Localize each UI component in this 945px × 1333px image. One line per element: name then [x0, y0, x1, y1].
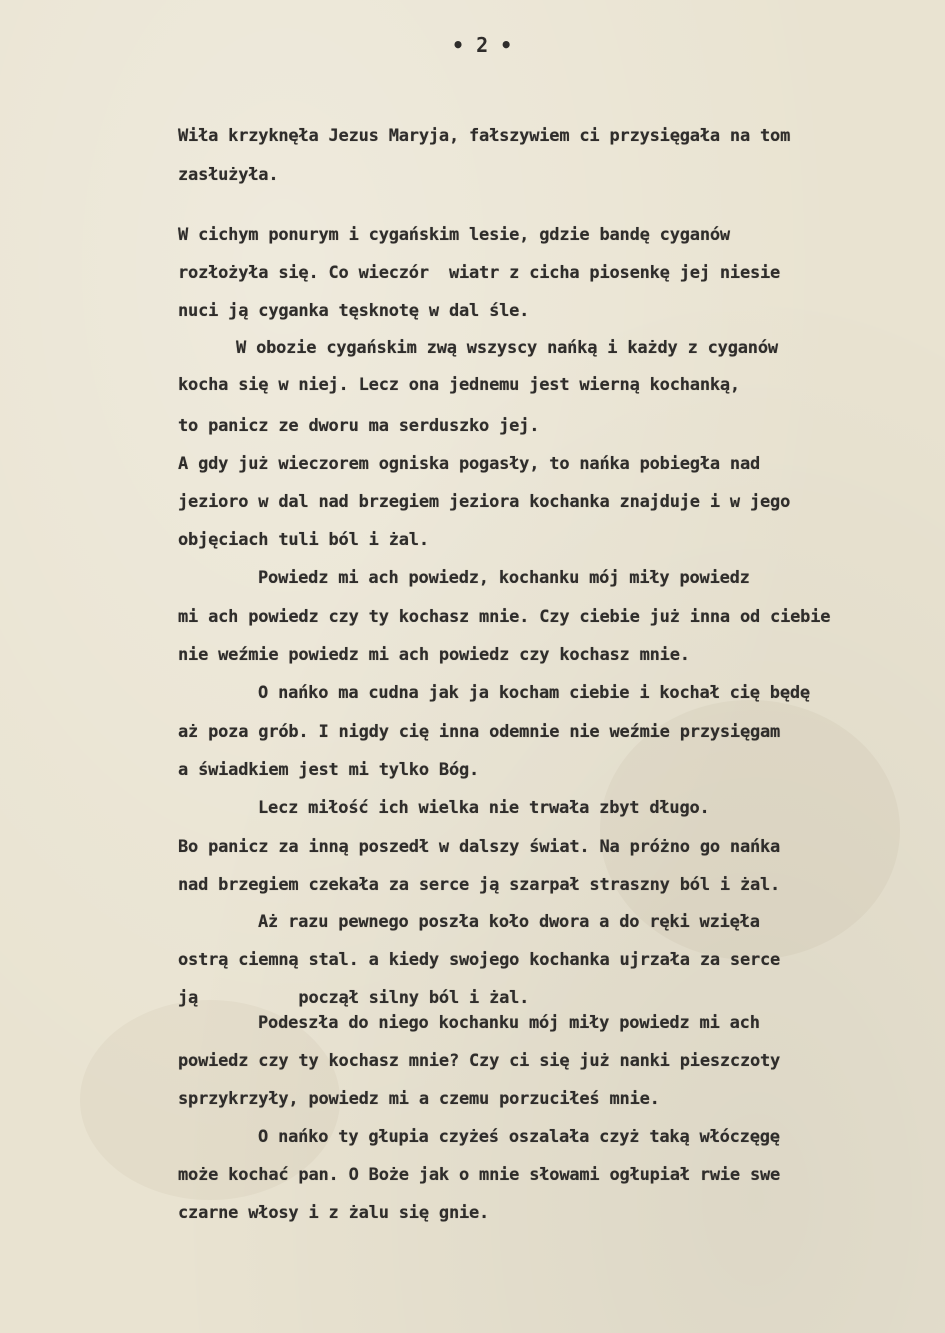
page-number: • 2 •	[452, 33, 513, 57]
text-line: Podeszła do niego kochanku mój miły powiedz mi ach	[258, 1013, 760, 1033]
text-line: A gdy już wieczorem ogniska pogasły, to nańka pobiegła nad	[178, 454, 761, 474]
text-line: W cichym ponurym i cygańskim lesie, gdzie bandę cyganów	[178, 225, 730, 245]
text-line: sprzykrzyły, powiedz mi a czemu porzuciłeś mnie.	[178, 1089, 660, 1109]
text-line: O nańko ty głupia czyżeś oszalała czyż taką włóczęgę	[258, 1127, 780, 1147]
text-line: czarne włosy i z żalu się gnie.	[178, 1203, 490, 1223]
text-line: O nańko ma cudna jak ja kocham ciebie i kochał cię będę	[258, 683, 810, 703]
text-line: nie weźmie powiedz mi ach powiedz czy kochasz mnie.	[178, 645, 690, 665]
text-line: mi ach powiedz czy ty kochasz mnie. Czy ciebie już inna od ciebie	[178, 607, 831, 627]
text-line: Lecz miłość ich wielka nie trwała zbyt długo.	[258, 798, 710, 818]
text-line: Bo panicz za inną poszedł w dalszy świat. Na próżno go nańka	[178, 837, 781, 857]
text-line: ją począł silny ból i żal.	[178, 988, 530, 1008]
text-line: nad brzegiem czekała za serce ją szarpał straszny ból i żal.	[178, 875, 781, 895]
text-line: aż poza grób. I nigdy cię inna odemnie nie weźmie przysięgam	[178, 722, 781, 742]
text-line: może kochać pan. O Boże jak o mnie słowami ogłupiał rwie swe	[178, 1165, 781, 1185]
text-line: W obozie cygańskim zwą wszyscy nańką i każdy z cyganów	[236, 338, 778, 358]
text-line: a świadkiem jest mi tylko Bóg.	[178, 760, 480, 780]
text-line: Aż razu pewnego poszła koło dwora a do ręki wzięła	[258, 912, 760, 932]
text-line: nuci ją cyganka tęsknotę w dal śle.	[178, 301, 530, 321]
text-line: ostrą ciemną stal. a kiedy swojego kochanka ujrzała za serce	[178, 950, 781, 970]
text-line: jezioro w dal nad brzegiem jeziora kochanka znajduje i w jego	[178, 492, 791, 512]
text-line: to panicz ze dworu ma serduszko jej.	[178, 416, 540, 436]
text-line: objęciach tuli ból i żal.	[178, 530, 429, 550]
text-line: kocha się w niej. Lecz ona jednemu jest wierną kochanką,	[178, 375, 740, 395]
text-line: Wiła krzyknęła Jezus Maryja, fałszywiem ci przysięgała na tom	[178, 126, 791, 146]
text-line: rozłożyła się. Co wieczór wiatr z cicha piosenkę jej niesie	[178, 263, 781, 283]
text-line: powiedz czy ty kochasz mnie? Czy ci się już nanki pieszczoty	[178, 1051, 781, 1071]
text-line: Powiedz mi ach powiedz, kochanku mój miły powiedz	[258, 568, 750, 588]
text-line: zasłużyła.	[178, 165, 279, 185]
